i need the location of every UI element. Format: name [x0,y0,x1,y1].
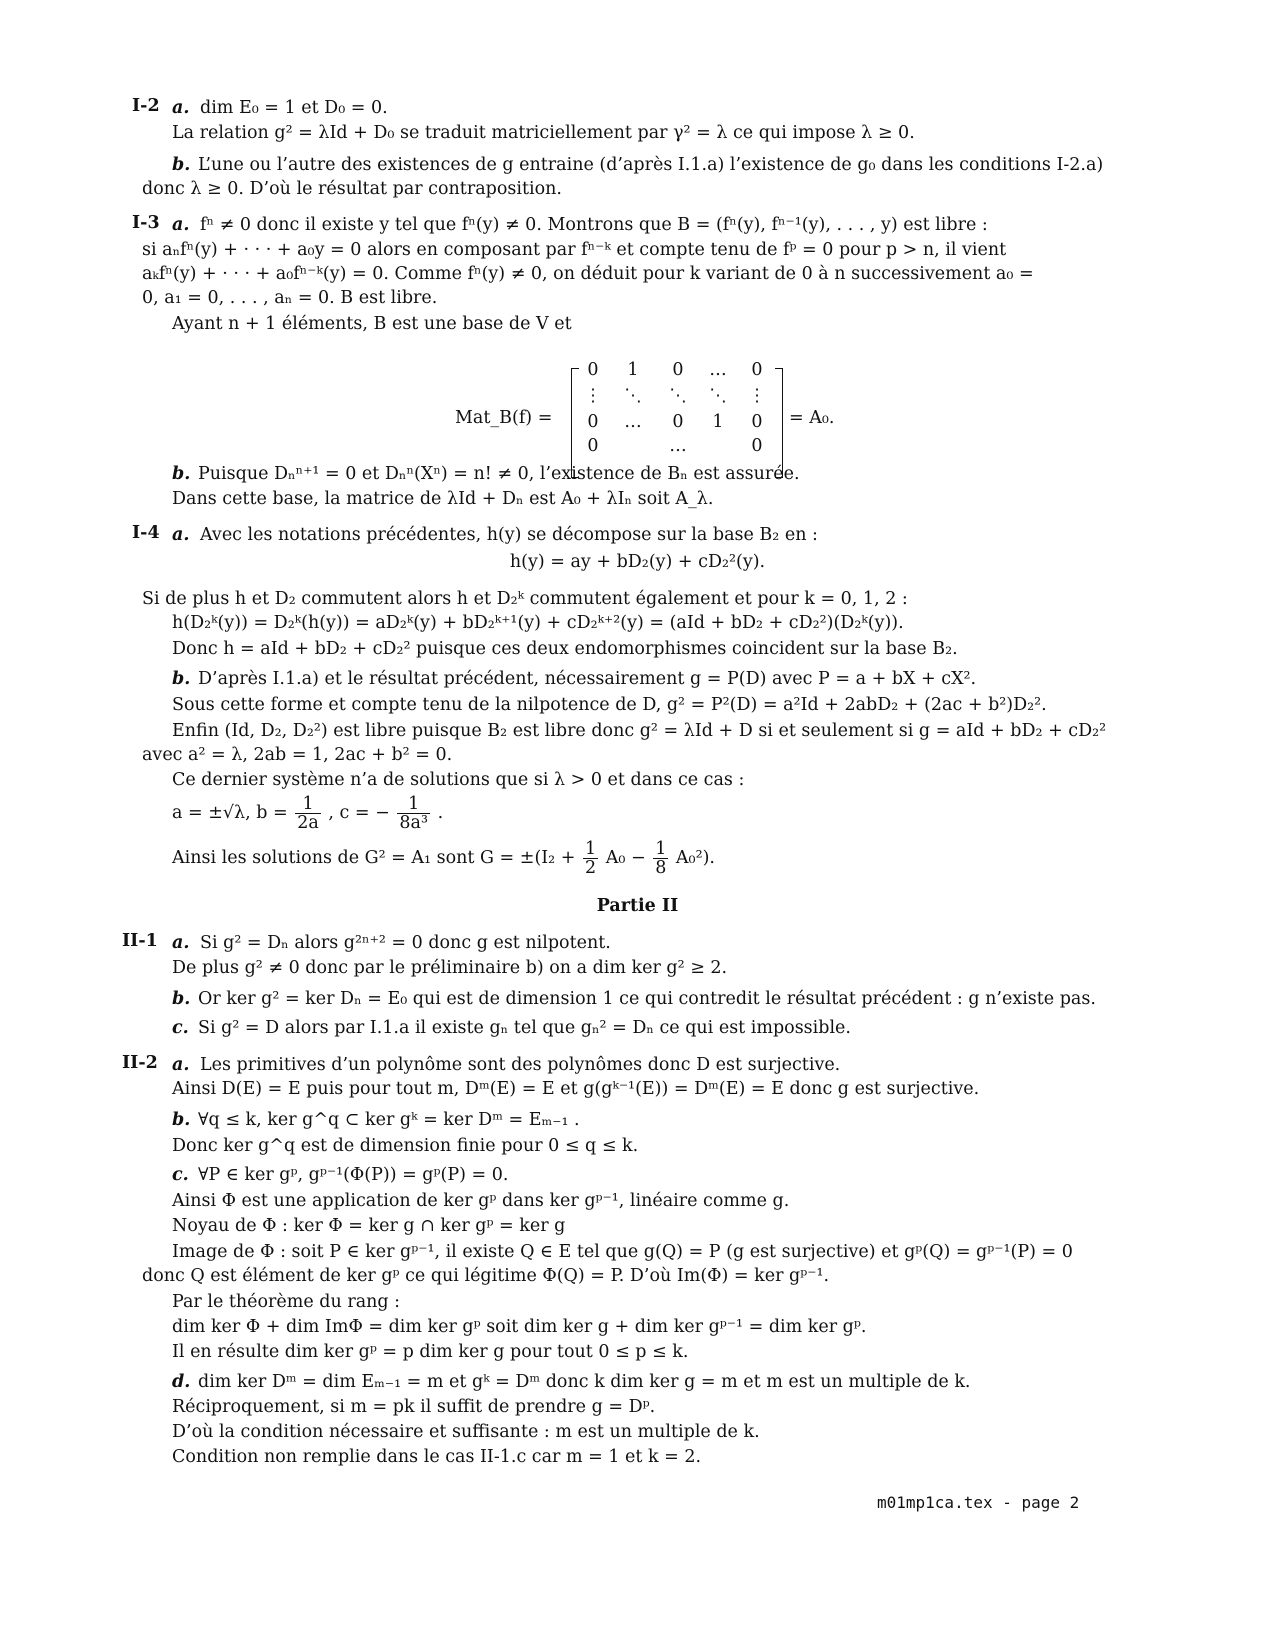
text-fragment: a = ±√λ, b = [172,803,288,823]
fraction-denominator: 8a³ [399,813,428,833]
text-line: D’après I.1.a) et le résultat précédent, nécessairement g = P(D) avec P = a + bX + cX². [198,669,977,689]
text-line: Donc ker g^q est de dimension finie pour 0 ≤ q ≤ k. [172,1136,639,1156]
section-label-i2: I-2 [132,96,160,116]
fraction-numerator: 1 [655,839,667,859]
text-line: De plus g² ≠ 0 donc par le préliminaire b) on a dim ker g² ≥ 2. [172,958,728,978]
item-label-c: c. [172,1165,189,1185]
item-label-b: b. [172,1110,191,1130]
text-line: h(D₂ᵏ(y)) = D₂ᵏ(h(y)) = aD₂ᵏ(y) + bD₂ᵏ⁺¹(y) + cD₂ᵏ⁺²(y) = (aId + bD₂ + cD₂²)(D₂ᵏ(y)). [172,613,904,633]
fraction [653,840,668,877]
item-label-a: a. [172,933,190,953]
matrix-rhs: = A₀. [789,408,835,428]
text-fragment: , c = − [328,803,390,823]
item-label-a: a. [172,215,190,235]
item-label-b: b. [172,155,191,175]
text-line: Puisque Dₙⁿ⁺¹ = 0 et Dₙⁿ(Xⁿ) = n! ≠ 0, l’existence de Bₙ est assurée. [198,464,800,484]
text-line: Image de Φ : soit P ∈ ker gᵖ⁻¹, il existe Q ∈ E tel que g(Q) = P (g est surjective) et gᵖ(Q) = gᵖ⁻¹(P) = 0 [172,1242,1073,1262]
fraction-numerator: 1 [295,795,321,814]
page-footer: m01mp1ca.tex - page 2 [877,1493,1080,1512]
text-line: Il en résulte dim ker gᵖ = p dim ker g pour tout 0 ≤ p ≤ k. [172,1342,689,1362]
text-line: Si de plus h et D₂ commutent alors h et D₂ᵏ commutent également et pour k = 0, 1, 2 : [142,589,908,609]
text-line: donc Q est élément de ker gᵖ ce qui légitime Φ(Q) = P. D’où Im(Φ) = ker gᵖ⁻¹. [142,1266,830,1286]
text-fragment: . [437,803,444,823]
text-line: Ce dernier système n’a de solutions que si λ > 0 et dans ce cas : [172,770,745,790]
text-fragment: A₀²). [675,848,715,868]
text-line: Ayant n + 1 éléments, B est une base de V et [172,314,572,334]
text-line: L’une ou l’autre des existences de g entraine (d’après I.1.a) l’existence de g₀ dans les conditions I-2.a) [198,155,1104,175]
text-line: dim ker Dᵐ = dim Eₘ₋₁ = m et gᵏ = Dᵐ donc k dim ker g = m et m est un multiple de k. [198,1372,971,1392]
item-label-a: a. [172,525,190,545]
text-line: La relation g² = λId + D₀ se traduit matriciellement par γ² = λ ce qui impose λ ≥ 0. [172,123,915,143]
text-line: dim E₀ = 1 et D₀ = 0. [200,98,388,118]
fraction [397,795,430,832]
text-line: 0, a₁ = 0, . . . , aₙ = 0. B est libre. [142,288,438,308]
text-line: aₖfⁿ(y) + · · · + a₀fⁿ⁻ᵏ(y) = 0. Comme fⁿ(y) ≠ 0, on déduit pour k variant de 0 à n successivement a₀ = [142,264,1034,284]
fraction-line-abc [172,793,443,833]
fraction-denominator: 2a [297,813,319,833]
text-line: Or ker g² = ker Dₙ = E₀ qui est de dimension 1 ce qui contredit le résultat précédent : g n’existe pas. [198,989,1096,1009]
matrix-a0 [455,360,855,476]
text-line: Par le théorème du rang : [172,1292,401,1312]
text-line: si aₙfⁿ(y) + · · · + a₀y = 0 alors en composant par fⁿ⁻ᵏ et compte tenu de fᵖ = 0 pour p > n, il vient [142,240,1007,260]
matrix-cell: 1 [712,412,724,432]
item-label-b: b. [172,464,191,484]
item-label-a: a. [172,1055,190,1075]
fraction-numerator: 1 [585,839,597,859]
text-line: D’où la condition nécessaire et suffisante : m est un multiple de k. [172,1422,760,1442]
text-line: Dans cette base, la matrice de λId + Dₙ est A₀ + λIₙ soit A_λ. [172,489,714,509]
text-line: Enfin (Id, D₂, D₂²) est libre puisque B₂ est libre donc g² = λId + D si et seulement si g = aId + bD₂ + cD₂² [172,721,1107,741]
matrix-cell: … [709,360,727,380]
matrix-cell: … [624,412,642,432]
matrix-cell: 0 [672,360,684,380]
text-line: avec a² = λ, 2ab = 1, 2ac + b² = 0. [142,745,453,765]
matrix-cell: 0 [587,360,599,380]
matrix-cell: 0 [751,412,763,432]
item-label-d: d. [172,1372,191,1392]
matrix-cell: 0 [587,436,599,456]
section-label-ii2: II-2 [122,1053,158,1073]
text-line: dim ker Φ + dim ImΦ = dim ker gᵖ soit dim ker g + dim ker gᵖ⁻¹ = dim ker gᵖ. [172,1317,867,1337]
section-label-i4: I-4 [132,523,160,543]
matrix-cell: 0 [587,412,599,432]
text-line: Avec les notations précédentes, h(y) se décompose sur la base B₂ en : [200,525,818,545]
fraction-denominator: 2 [585,858,597,878]
section-label-ii1: II-1 [122,931,158,951]
text-line: Noyau de Φ : ker Φ = ker g ∩ ker gᵖ = ker g [172,1216,566,1236]
text-line: fⁿ ≠ 0 donc il existe y tel que fⁿ(y) ≠ 0. Montrons que B = (fⁿ(y), fⁿ⁻¹(y), . . . , y) est libre : [200,215,988,235]
matrix-cell: ⋱ [709,386,727,406]
item-label-b: b. [172,989,191,1009]
item-label-b: b. [172,669,191,689]
text-line: Les primitives d’un polynôme sont des polynômes donc D est surjective. [200,1055,841,1075]
text-fragment: Ainsi les solutions de G² = A₁ sont G = ±(I₂ + [172,848,576,868]
part-title: Partie II [596,896,679,916]
matrix-cell: 0 [751,436,763,456]
section-label-i3: I-3 [132,213,160,233]
text-line: Si g² = D alors par I.1.a il existe gₙ tel que gₙ² = Dₙ ce qui est impossible. [198,1018,851,1038]
item-label-a: a. [172,98,190,118]
text-fragment: A₀ − [605,848,646,868]
matrix-cell: 0 [751,360,763,380]
text-line: ∀q ≤ k, ker g^q ⊂ ker gᵏ = ker Dᵐ = Eₘ₋₁ . [198,1110,580,1130]
matrix-cell: … [669,436,687,456]
display-equation: h(y) = ay + bD₂(y) + cD₂²(y). [509,552,766,572]
matrix-cell: 0 [672,412,684,432]
fraction-denominator: 8 [655,858,667,878]
text-line: Ainsi D(E) = E puis pour tout m, Dᵐ(E) = E et g(gᵏ⁻¹(E)) = Dᵐ(E) = E donc g est surjective. [172,1079,980,1099]
fraction [583,840,598,877]
matrix-cell: 1 [627,360,639,380]
matrix-cell: ⋮ [748,386,766,406]
text-line: Réciproquement, si m = pk il suffit de prendre g = Dᵖ. [172,1397,656,1417]
fraction-line-solutions [172,838,715,878]
matrix-lhs: Mat_B(f) = [455,408,553,428]
item-label-c: c. [172,1018,189,1038]
matrix-cell: ⋱ [669,386,687,406]
fraction [295,795,321,832]
text-line: Si g² = Dₙ alors g²ⁿ⁺² = 0 donc g est nilpotent. [200,933,611,953]
matrix-cell: ⋱ [624,386,642,406]
text-line: Ainsi Φ est une application de ker gᵖ dans ker gᵖ⁻¹, linéaire comme g. [172,1191,790,1211]
text-line: ∀P ∈ ker gᵖ, gᵖ⁻¹(Φ(P)) = gᵖ(P) = 0. [198,1165,509,1185]
matrix-cell: ⋮ [584,386,602,406]
text-line: Donc h = aId + bD₂ + cD₂² puisque ces deux endomorphismes coincident sur la base B₂. [172,639,958,659]
text-line: donc λ ≥ 0. D’où le résultat par contraposition. [142,179,562,199]
fraction-numerator: 1 [397,795,430,814]
text-line: Condition non remplie dans le cas II-1.c car m = 1 et k = 2. [172,1447,702,1467]
text-line: Sous cette forme et compte tenu de la nilpotence de D, g² = P²(D) = a²Id + 2abD₂ + (2ac + b²)D₂². [172,695,1047,715]
